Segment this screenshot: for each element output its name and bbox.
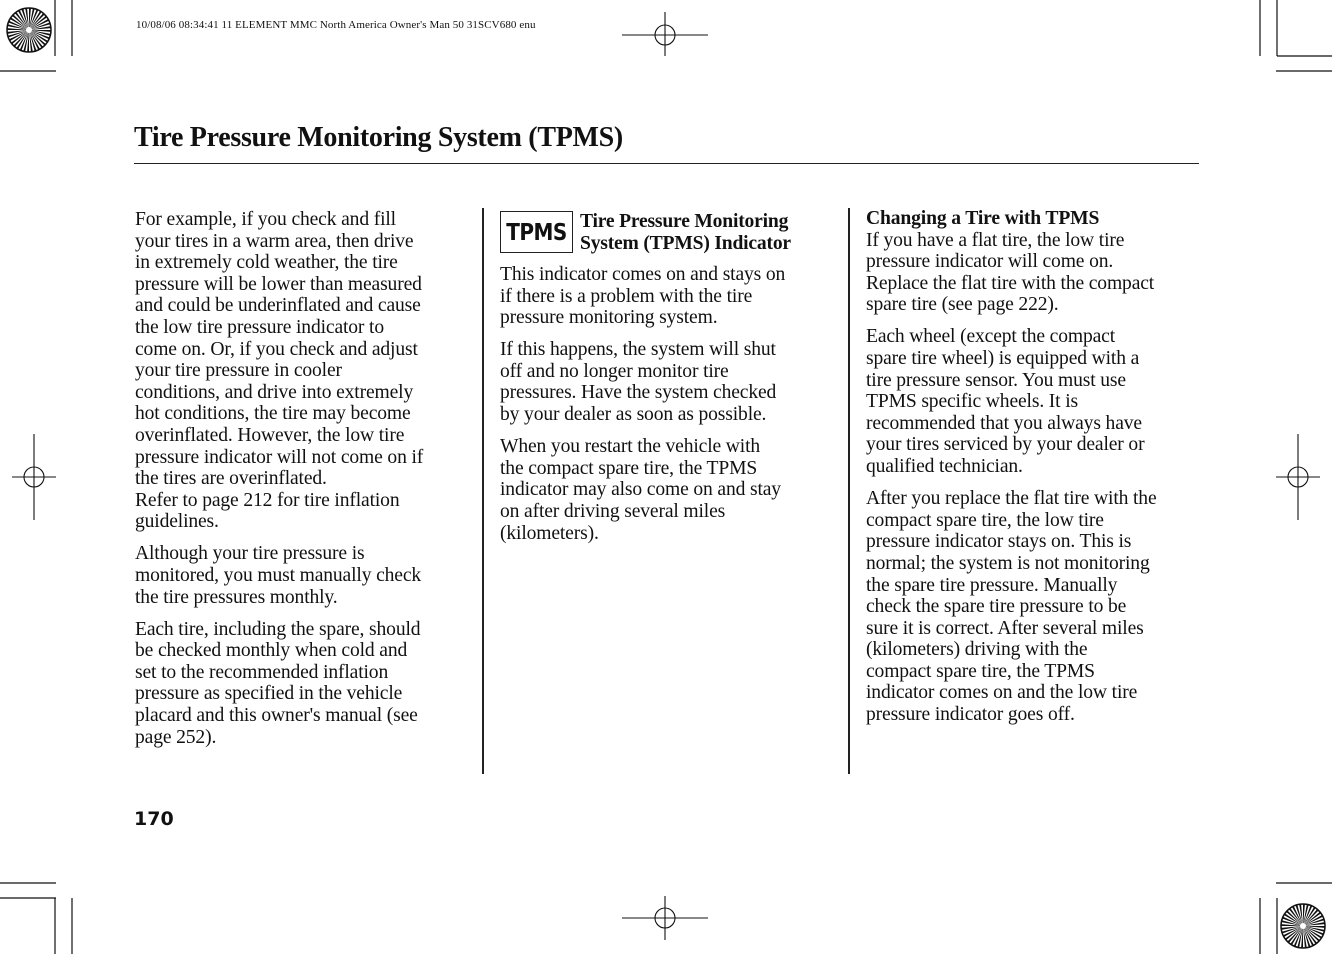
- paragraph: Although your tire pressure is monitored, you must manually check the tire pressures monthly.: [135, 543, 422, 608]
- title-rule: [134, 163, 1199, 164]
- paragraph: If you have a flat tire, the low tire pressure indicator will come on. Replace the flat tire with the compact spare tire (see page 222).: [866, 229, 1155, 316]
- paragraph: Each wheel (except the compact spare tire wheel) is equipped with a tire pressure sensor. You must use TPMS specific wheels. It is recommended that you always have your tires serviced by your dealer or qualified technician.: [866, 326, 1145, 478]
- paragraph: After you replace the flat tire with the compact spare tire, the low tire pressure indicator stays on. This is normal; the system is not monitoring the spare tire pressure. Manually check the spare tire pressure to be sure it is correct. After several miles (kilometers) driving with the compact spare tire, the TPMS indicator comes on and the low tire pressure indicator goes off.: [866, 488, 1157, 726]
- paragraph: For example, if you check and fill your tires in a warm area, then drive in extremely cold weather, the tire pressure will be lower than measured and could be underinflated and cause the low tire pressure indicator to come on. Or, if you check and adjust your tire pressure in cooler conditions, and drive into extremely hot conditions, the tire may become overinflated. However, the low tire pressure indicator will not come on if the tires are overinflated. Refer to page 212 for tire inflation guidelines.: [135, 209, 424, 533]
- paragraph: If this happens, the system will shut off and no longer monitor tire pressures. Have the system checked by your dealer as soon as possible.: [500, 339, 777, 426]
- paragraph: Each tire, including the spare, should be checked monthly when cold and set to the recommended inflation pressure as specified in the vehicle placard and this owner's manual (see page 252).: [135, 618, 421, 748]
- tpms-indicator-label: TPMS: [506, 218, 567, 246]
- indicator-heading: Tire Pressure Monitoring System (TPMS) Indicator: [580, 211, 791, 254]
- starburst-mark-bottom-right: [1281, 904, 1325, 948]
- column-divider-2: [848, 208, 850, 774]
- paragraph: When you restart the vehicle with the compact spare tire, the TPMS indicator may also come on and stay on after driving several miles (kilometers).: [500, 436, 781, 544]
- column-3: [866, 208, 1206, 736]
- section-heading: Changing a Tire with TPMS: [866, 208, 1100, 229]
- page-title: Tire Pressure Monitoring System (TPMS): [134, 122, 623, 153]
- print-header: 10/08/06 08:34:41 11 ELEMENT MMC North America Owner's Man 50 31SCV680 enu: [136, 19, 536, 31]
- paragraph: This indicator comes on and stays on if there is a problem with the tire pressure monitoring system.: [500, 264, 786, 329]
- starburst-mark-top-left: [7, 8, 51, 52]
- column-1: [135, 209, 475, 759]
- column-divider-1: [482, 208, 484, 774]
- column-2: [500, 264, 840, 555]
- page-number: 170: [134, 808, 174, 830]
- tpms-indicator-icon: [500, 211, 573, 253]
